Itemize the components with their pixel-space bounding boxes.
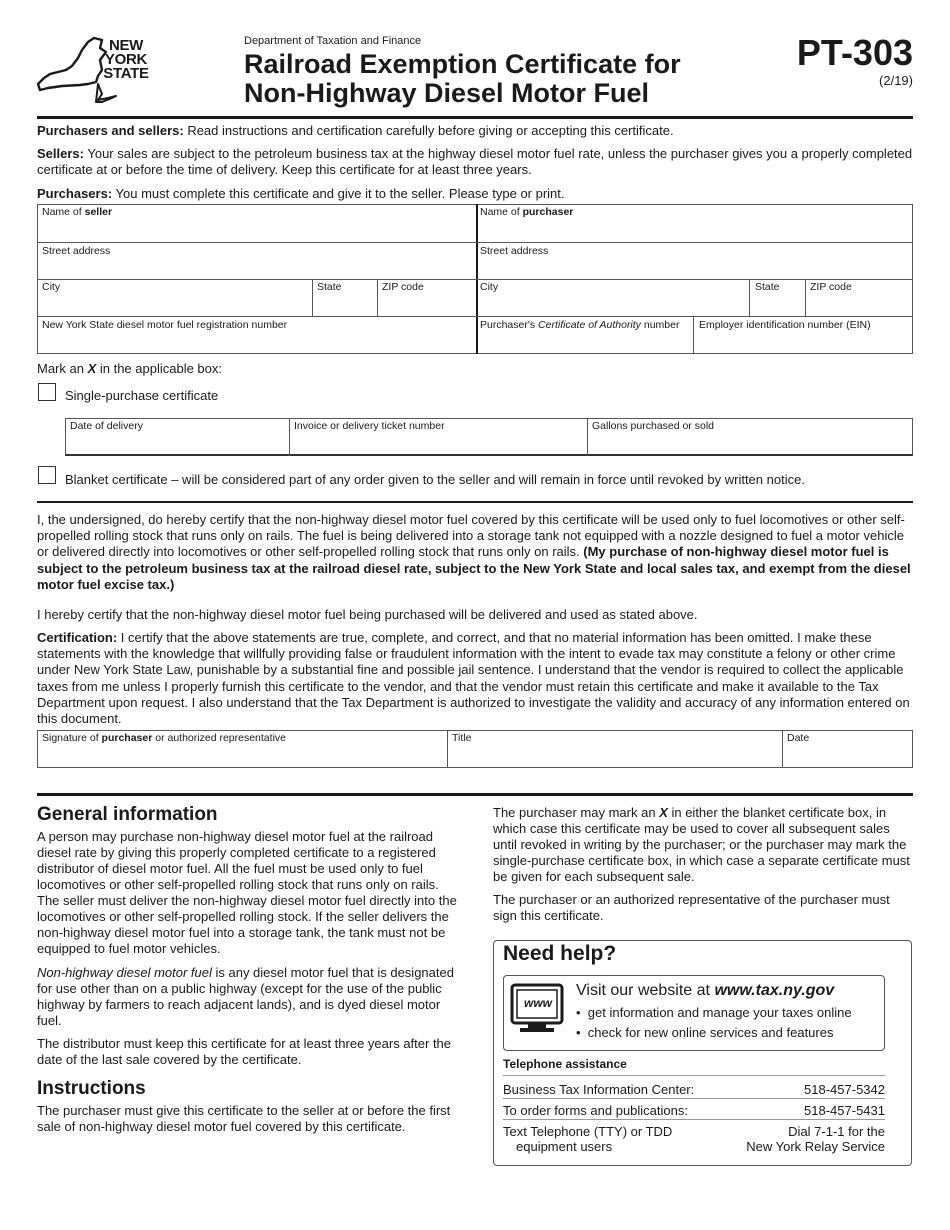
single-purchase-checkbox[interactable] — [38, 383, 56, 401]
seller-zip-label: ZIP code — [382, 281, 424, 293]
certify-divider — [37, 501, 913, 503]
mark-x: X — [87, 361, 97, 376]
intro-sellers — [37, 146, 917, 178]
seller-name-label-bold: seller — [84, 206, 113, 218]
purchaser-city-field[interactable] — [480, 281, 745, 314]
coa-label-prefix: Purchaser's — [480, 319, 539, 331]
title-label: Title — [452, 732, 472, 744]
seller-city-label: City — [42, 281, 61, 293]
website-visit-prefix: Visit our website at — [576, 982, 715, 999]
website-bullet-2-text: check for new online services and features — [587, 1025, 834, 1040]
tel-label-tty-line2: equipment users — [516, 1139, 613, 1154]
tel-value-business: 518-457-5342 — [804, 1082, 885, 1097]
tel-label-business: Business Tax Information Center: — [503, 1082, 695, 1097]
tel-rule-2 — [503, 1098, 885, 1099]
invoice-number-field[interactable] — [294, 420, 584, 453]
info-divider — [37, 793, 913, 796]
intro-p1-bold: Purchasers and sellers: — [37, 123, 184, 138]
bullet-dot-2: • — [576, 1025, 588, 1040]
signature-label-bold: purchaser — [101, 732, 153, 744]
date-label: Date — [787, 732, 810, 744]
purchaser-state-label: State — [755, 281, 780, 293]
signature-field[interactable] — [42, 732, 442, 765]
tel-label-tty — [503, 1124, 672, 1154]
tel-rule-1 — [503, 1075, 885, 1076]
date-of-delivery-field[interactable] — [70, 420, 285, 453]
purchaser-street-label: Street address — [480, 245, 549, 257]
website-bullet-2 — [576, 1025, 833, 1040]
need-help-heading: Need help? — [503, 942, 617, 965]
signature-label-suffix: or authorized representative — [152, 732, 286, 744]
certify-delivery-statement: I hereby certify that the non-highway diesel motor fuel being purchased will be delivered and used as stated above. — [37, 607, 698, 622]
general-info-heading: General information — [37, 804, 218, 825]
ein-field[interactable] — [699, 319, 911, 352]
purchaser-name-label-bold: purchaser — [522, 206, 574, 218]
right-col-p2: The purchaser or an authorized representative of the purchaser must sign this certificate. — [493, 892, 890, 923]
invoice-number-label: Invoice or delivery ticket number — [294, 420, 445, 432]
general-info-p2-italic: Non-highway diesel motor fuel — [37, 965, 212, 980]
form-title-line2: Non-Highway Diesel Motor Fuel — [244, 78, 650, 108]
intro-p2-bold: Sellers: — [37, 146, 84, 161]
general-info-p1: A person may purchase non-highway diesel motor fuel at the railroad diesel rate by giving this properly completed certificate to a registered distributor of diesel motor fuel. All the fuel must be used only to fuel locomotives or other self-propelled rolling stock that runs only on rails. The seller must deliver the non-highway diesel motor fuel directly into the locomotives or other self-propelled rolling stock. If the seller delivers the non-highway diesel motor fuel into a storage tank, the tank must not be equipped to fuel motor vehicles. — [37, 829, 457, 956]
seller-city-field[interactable] — [42, 281, 308, 314]
blanket-certificate-checkbox[interactable] — [38, 466, 56, 484]
form-number: PT-303 — [796, 32, 913, 73]
certification-text: I certify that the above statements are true, complete, and correct, and that no material information has been omitted. I make these statements with the knowledge that willfully providing false or fraudulent information with the intent to evade tax may constitute a felony or other crime under New York State Law, punishable by a substantial fine and possible jail sentence. I understand that the vendor is required to collect the applicable taxes from me unless I properly furnish this certificate to the vendor, and that the vendor must retain this certificate and make it available to the Tax Department upon request. I also understand that the Tax Department is authorized to investigate the validity and accuracy of any information entered on this document. — [37, 630, 910, 727]
coa-label-suffix: number — [640, 319, 680, 331]
tel-value-tty-line1: Dial 7-1-1 for the — [788, 1124, 885, 1139]
seller-street-label: Street address — [42, 245, 111, 257]
right-col-p1-a: The purchaser may mark an — [493, 805, 660, 820]
general-info-p2-text: is any diesel motor fuel that is designated for use other than on a public highway (except for the use of the public highway by farmers to reach adjacent lands), and is dyed diesel motor fuel. — [37, 965, 454, 1028]
seller-zip-field[interactable] — [382, 281, 472, 314]
title-field[interactable] — [452, 732, 777, 765]
logo-wordmark — [90, 39, 162, 81]
mark-prefix: Mark an — [37, 361, 88, 376]
intro-p3-bold: Purchasers: — [37, 186, 113, 201]
tel-label-tty-line1: Text Telephone (TTY) or TDD — [503, 1124, 673, 1139]
purchaser-name-field[interactable] — [480, 206, 910, 240]
tel-rule-3 — [503, 1119, 885, 1120]
certification-paragraph — [37, 630, 913, 727]
right-col-p1-x: X — [659, 805, 668, 820]
purchaser-city-label: City — [480, 281, 499, 293]
general-info-p2 — [37, 965, 459, 1029]
single-purchase-label: Single-purchase certificate — [65, 388, 219, 403]
seller-state-label: State — [317, 281, 342, 293]
form-title — [244, 50, 681, 108]
logo-wordmark-text: NEW YORK STATE — [103, 37, 149, 82]
right-col-p1-b: in either the blanket certificate box, in which case this certificate may be used to cover all subsequent sales until revoked in writing by the purchaser; or the purchaser may mark the single-purchase certificate box, in which case a separate certificate must be given for each subsequent sale. — [493, 805, 910, 884]
intro-p3-text: You must complete this certificate and give it to the seller. Please type or print. — [112, 186, 565, 201]
purchaser-state-field[interactable] — [755, 281, 803, 314]
seller-state-field[interactable] — [317, 281, 373, 314]
ein-label: Employer identification number (EIN) — [699, 319, 871, 331]
tel-value-forms: 518-457-5431 — [804, 1103, 885, 1118]
purchaser-zip-label: ZIP code — [810, 281, 852, 293]
telephone-heading: Telephone assistance — [503, 1057, 627, 1071]
intro-p2-text: Your sales are subject to the petroleum business tax at the highway diesel motor fuel rate, unless the purchaser gives you a properly completed certificate at or before the time of delivery. Keep this certificate for at least three years. — [37, 146, 913, 177]
registration-number-field[interactable] — [42, 319, 472, 352]
date-of-delivery-label: Date of delivery — [70, 420, 143, 432]
signature-label-prefix: Signature of — [42, 732, 102, 744]
seller-name-label-prefix: Name of — [42, 206, 85, 218]
website-bullet-1 — [576, 1005, 852, 1020]
blanket-certificate-label: Blanket certificate – will be considered part of any order given to the seller and will remain in force until revoked by written notice. — [65, 472, 805, 487]
intro-purchasers-sellers — [37, 123, 917, 139]
form-title-line1: Railroad Exemption Certificate for — [244, 49, 681, 79]
date-field[interactable] — [787, 732, 910, 765]
certify-main-bold: (My purchase of non-highway diesel motor fuel is subject to the petroleum business tax at the railroad diesel rate, subject to the New York State and local sales tax, and exempt from the diesel motor fuel excise tax.) — [37, 544, 911, 592]
intro-purchasers — [37, 186, 917, 202]
form-revision: (2/19) — [879, 73, 913, 88]
purchaser-street-field[interactable] — [480, 245, 910, 277]
purchaser-zip-field[interactable] — [810, 281, 910, 314]
instructions-heading: Instructions — [37, 1078, 146, 1099]
website-line — [576, 982, 834, 1000]
certificate-of-authority-field[interactable] — [480, 319, 690, 352]
tel-value-tty-line2: New York Relay Service — [746, 1139, 885, 1154]
certify-main-text: I, the undersigned, do hereby certify that the non-highway diesel motor fuel covered by this certificate will be used only to fuel locomotives or other self-propelled rolling stock that runs only on rails. The fuel is being delivered into a storage tank not equipped with a nozzle designed to fuel a motor vehicle or delivered directly into locomotives or other self-propelled rolling stock that runs only on rails. — [37, 512, 905, 560]
www-label: www — [523, 996, 552, 1010]
seller-street-field[interactable] — [42, 245, 472, 277]
tel-value-tty — [746, 1124, 885, 1154]
website-link[interactable]: www.tax.ny.gov — [714, 982, 835, 999]
coa-label-italic: Certificate of Authority — [538, 319, 641, 331]
gallons-label: Gallons purchased or sold — [592, 420, 714, 432]
bullet-dot-1: • — [576, 1005, 588, 1020]
header-divider — [37, 116, 913, 119]
seller-name-field[interactable] — [42, 206, 472, 240]
mark-instruction — [37, 361, 222, 377]
mark-suffix: in the applicable box: — [96, 361, 223, 376]
certification-bold: Certification: — [37, 630, 118, 645]
gallons-field[interactable] — [592, 420, 910, 453]
intro-p1-text: Read instructions and certification carefully before giving or accepting this certificate. — [183, 123, 674, 138]
tel-label-forms: To order forms and publications: — [503, 1103, 688, 1118]
department-name: Department of Taxation and Finance — [244, 35, 422, 47]
registration-number-label: New York State diesel motor fuel registration number — [42, 319, 288, 331]
instructions-text: The purchaser must give this certificate to the seller at or before the first sale of non-highway diesel motor fuel covered by this certificate. — [37, 1103, 451, 1134]
website-bullet-1-text: get information and manage your taxes online — [587, 1005, 852, 1020]
right-col-p1 — [493, 805, 913, 885]
certify-statement — [37, 512, 913, 593]
purchaser-name-label-prefix: Name of — [480, 206, 523, 218]
general-info-p3: The distributor must keep this certificate for at least three years after the date of the last sale covered by the certificate. — [37, 1036, 452, 1067]
